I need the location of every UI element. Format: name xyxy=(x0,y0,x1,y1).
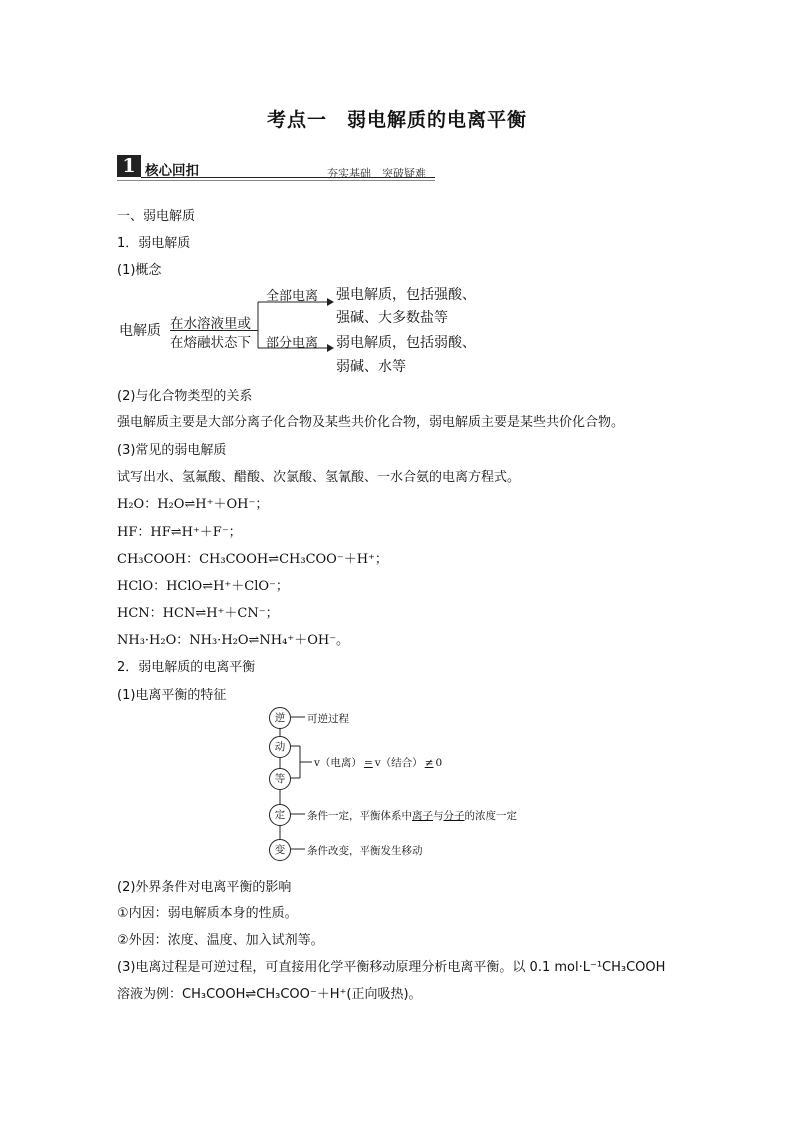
common-label: (3)常见的弱电解质 xyxy=(117,443,227,458)
fixed-text-end: 的浓度一定 xyxy=(464,810,517,822)
feature-fixed-circle: 定 xyxy=(269,804,291,826)
heading-weak-electrolyte: 一、弱电解质 xyxy=(117,209,196,224)
equation-water: H₂O：H₂O⇌H⁺＋OH⁻； xyxy=(117,497,269,512)
rate-ionization: v（电离） xyxy=(314,757,362,769)
feature-equal-circle: 等 xyxy=(269,768,291,790)
relation-label: (2)与化合物类型的关系 xyxy=(117,389,253,404)
page-title: 考点一 弱电解质的电离平衡 xyxy=(266,109,527,131)
internal-factor: ①内因：弱电解质本身的性质。 xyxy=(117,906,298,921)
process-line-1: (3)电离过程是可逆过程，可直接用化学平衡移动原理分析电离平衡。以 0.1 mol·L⁻¹CH₃COOH xyxy=(117,960,666,975)
equation-hclo: HClO：HClO⇌H⁺＋ClO⁻； xyxy=(117,579,289,594)
feature-fixed-desc xyxy=(307,808,517,823)
feature-dynamic-circle: 动 xyxy=(269,736,291,758)
process-line-2: 溶液为例：CH₃COOH⇌CH₃COO⁻＋H⁺(正向吸热)。 xyxy=(117,987,422,1002)
strong-electrolyte-line1: 强电解质，包括强酸、 xyxy=(336,287,476,303)
heading-2: 2．弱电解质的电离平衡 xyxy=(117,660,256,675)
concept-label: (1)概念 xyxy=(117,263,162,278)
weak-electrolyte-line2: 弱碱、水等 xyxy=(336,359,406,375)
branch-partial-ionization: 部分电离 xyxy=(266,336,319,351)
electrolyte-root: 电解质 xyxy=(119,323,161,339)
fixed-text-a: 条件一定，平衡体系中 xyxy=(307,810,412,822)
section-number-box: 1 xyxy=(117,155,141,177)
relation-text: 强电解质主要是大部分离子化合物及某些共价化合物，弱电解质主要是某些共价化合物。 xyxy=(117,415,625,430)
external-factor: ②外因：浓度、温度、加入试剂等。 xyxy=(117,933,324,948)
section-label: 核心回扣 xyxy=(145,163,199,179)
equation-hcn: HCN：HCN⇌H⁺＋CN⁻； xyxy=(117,606,279,621)
condition-bottom: 在熔融状态下 xyxy=(170,335,251,351)
common-intro: 试写出水、氢氟酸、醋酸、次氯酸、氢氰酸、一水合氨的电离方程式。 xyxy=(117,470,521,485)
feature-reversible-desc: 可逆过程 xyxy=(307,713,349,725)
weak-electrolyte-line1: 弱电解质，包括弱酸、 xyxy=(336,335,476,351)
condition-top: 在水溶液里或 xyxy=(170,316,251,332)
section-tagline: 夯实基础 突破疑难 xyxy=(327,167,426,180)
zero-value: 0 xyxy=(435,757,443,769)
feature-change-circle: 变 xyxy=(269,839,291,861)
equation-ammonia: NH₃·H₂O：NH₃·H₂O⇌NH₄⁺＋OH⁻。 xyxy=(117,633,350,648)
equal-sign: = xyxy=(363,757,373,769)
strong-electrolyte-line2: 强碱、大多数盐等 xyxy=(336,310,448,326)
rate-combination: v（结合） xyxy=(374,757,423,769)
external-label: (2)外界条件对电离平衡的影响 xyxy=(117,880,292,895)
heading-1: 1．弱电解质 xyxy=(117,236,191,251)
equation-hf: HF：HF⇌H⁺＋F⁻； xyxy=(117,525,242,540)
feature-reversible-circle: 逆 xyxy=(269,707,291,729)
not-equal-sign: ≠ xyxy=(424,757,434,769)
feature-change-desc: 条件改变，平衡发生移动 xyxy=(307,845,423,857)
feature-equal-desc xyxy=(314,755,442,770)
fixed-text-and: 与 xyxy=(433,810,444,822)
molecules-word: 分子 xyxy=(443,810,465,822)
feature-label: (1)电离平衡的特征 xyxy=(117,688,227,703)
branch-full-ionization: 全部电离 xyxy=(266,289,319,304)
equation-acetic-acid: CH₃COOH：CH₃COOH⇌CH₃COO⁻＋H⁺； xyxy=(117,552,388,567)
ions-word: 离子 xyxy=(412,810,433,822)
